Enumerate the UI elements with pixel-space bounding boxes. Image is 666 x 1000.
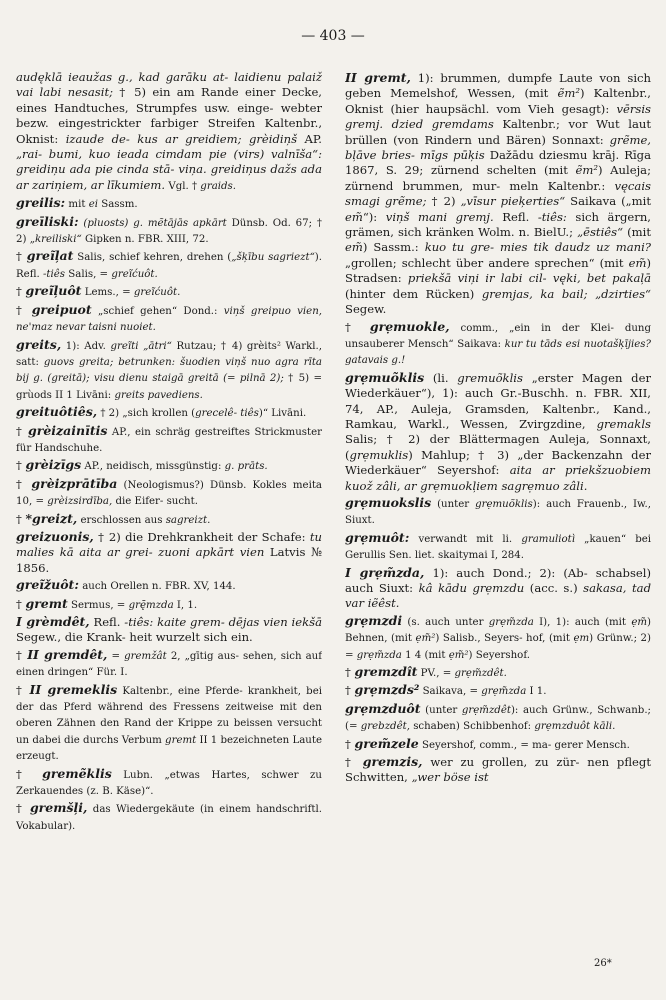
entry-text: Salis, = bbox=[65, 268, 112, 280]
entry-text: tu malies kā aita ar grei- zuoni apkārt vien bbox=[16, 529, 322, 560]
entry-headword: grẹmuôt: bbox=[345, 529, 410, 545]
entry-headword: grem̃zele bbox=[354, 735, 419, 751]
entry-text: † 5) ein am Rande einer Decke, eines Handtuches, Strumpfes usw. einge- webter bezw. eingestrickter farbiger Streifen Kaltenbr., Oknist: bbox=[16, 85, 322, 146]
entry-text: † bbox=[16, 682, 30, 697]
dictionary-entry bbox=[16, 800, 322, 834]
entry-text: ): auch Grünw., Schwanb.; (= bbox=[345, 704, 651, 733]
entry-text: (s. auch unter bbox=[402, 616, 489, 628]
entry-headword: gremt bbox=[25, 595, 68, 611]
entry-text: „wer böse ist bbox=[411, 770, 489, 785]
entry-text: (mit bbox=[623, 225, 651, 240]
dictionary-entry bbox=[345, 530, 651, 564]
entry-text: Seyershof, comm., = ma- gerer Mensch. bbox=[418, 739, 630, 751]
entry-headword: grẹmzduôt bbox=[345, 700, 421, 716]
entry-text: gramuliotì bbox=[521, 533, 576, 545]
entry-headword: grèizīgs bbox=[25, 457, 82, 473]
entry-text: verwandt mit li. bbox=[409, 533, 522, 545]
entry-text: „schief gehen“ Dond.: bbox=[91, 305, 224, 317]
dictionary-entry bbox=[16, 614, 322, 646]
entry-text: (unter bbox=[420, 704, 462, 716]
entry-text: g. prāts. bbox=[224, 461, 268, 473]
entry-headword: greipuot bbox=[31, 301, 92, 317]
entry-text: izaude de- kus ar greidiem; grèidiņš bbox=[65, 131, 298, 146]
entry-text: ẹm bbox=[573, 633, 590, 645]
entry-text: Rutzau; † 4) grèits² Warkl., satt: bbox=[16, 340, 322, 368]
entry-text: 1 4 (mit bbox=[401, 649, 449, 661]
entry-headword: grẹmuokslis bbox=[345, 494, 432, 510]
dictionary-entry bbox=[345, 495, 651, 529]
entry-text: comm., „ein in der Klei- dung unsauberer Mensch“ Saikava: bbox=[345, 322, 651, 350]
entry-text: „vīsur pieķerties“ bbox=[460, 194, 566, 209]
entry-text: vērsis gremj. dzied gremdams bbox=[345, 101, 651, 132]
entry-text: † bbox=[16, 458, 26, 473]
dictionary-entry bbox=[16, 476, 322, 510]
entry-text: das Wiedergekäute (in einem handschriftl. Vokabular). bbox=[16, 804, 322, 832]
entry-text: Salis; † 2) der Blättermagen Auleja, Sonnaxt, ( bbox=[345, 432, 651, 462]
entry-text: ẽm² bbox=[557, 86, 580, 101]
entry-text: † bbox=[16, 647, 28, 662]
entry-text: AP. bbox=[297, 131, 322, 146]
entry-headword: *greizt, bbox=[25, 510, 78, 526]
entry-text: sagreizt. bbox=[165, 514, 211, 526]
entry-headword: greĩļuôt bbox=[25, 283, 82, 299]
entry-headword: gremzis, bbox=[362, 754, 423, 770]
dictionary-entry bbox=[16, 511, 322, 528]
entry-text: Gipken n. FBR. XIII, 72. bbox=[81, 234, 209, 246]
dictionary-entry bbox=[345, 701, 651, 735]
entry-text: Refl. bbox=[493, 209, 538, 224]
entry-text: † bbox=[345, 736, 355, 751]
entry-text: ) Stradsen: bbox=[345, 255, 651, 286]
entry-text: „šķību sagriezt“ bbox=[231, 252, 315, 264]
entry-text: ) Behnen, (mit bbox=[345, 616, 651, 645]
entry-text: erschlossen aus bbox=[77, 514, 166, 526]
dictionary-entry bbox=[345, 736, 651, 753]
entry-text: † bbox=[16, 476, 32, 491]
dictionary-entry bbox=[16, 577, 322, 594]
entry-text: (pluosts) g. mẽtājās apkārt bbox=[78, 217, 227, 229]
entry-text: (acc. s.) bbox=[524, 581, 584, 595]
entry-text: † bbox=[16, 302, 32, 317]
entry-headword: II gremt, bbox=[345, 70, 411, 85]
entry-text: audęklā ieaužas g., kad garāku at- laidienu palaiž vai labi nesasit; bbox=[16, 70, 322, 100]
dictionary-entry bbox=[16, 682, 322, 765]
entry-headword: gremzdît bbox=[354, 664, 418, 680]
entry-text: em̃ bbox=[345, 240, 363, 255]
dictionary-entry bbox=[16, 766, 322, 800]
entry-text: = bbox=[107, 650, 125, 662]
dictionary-entry bbox=[16, 457, 322, 474]
entry-text: ) Grünw.; 2) = bbox=[345, 633, 651, 661]
entry-text: greĩćuôt. bbox=[111, 268, 158, 280]
entry-text: ) Salisb., Seyers- hof, (mit bbox=[435, 633, 574, 645]
entry-text: ) Auleja; zürnend brummen, mur- meln Kaltenbr.: bbox=[345, 163, 651, 193]
dictionary-entry bbox=[345, 613, 651, 663]
dictionary-entry bbox=[16, 404, 322, 421]
entry-text: grẹm̃zda bbox=[356, 649, 402, 661]
page-number: — 403 — bbox=[301, 28, 365, 44]
entry-text: priekšā viņi ir labi cil- vęki, bet pakaļā bbox=[407, 271, 651, 286]
entry-headword: greilis: bbox=[16, 195, 66, 211]
entry-text: AP., ein schräg gestreiftes Strickmuster für Handschuhe. bbox=[16, 426, 322, 454]
entry-text: 1): auch Dond.; 2): (Ab- schabsel) auch Siuxt: bbox=[345, 565, 651, 595]
entry-text: Sermus, = bbox=[67, 599, 129, 611]
entry-text: „grollen; schlecht über andere sprechen“ (mit bbox=[345, 255, 629, 270]
entry-text: sakasa, tad var iẽêst. bbox=[345, 581, 651, 611]
entry-text: kâ kādu grẹmzdu bbox=[418, 581, 525, 595]
dictionary-entry bbox=[345, 754, 651, 786]
entry-text: viņš greipuo vien, ne'maz nevar taisni nuoiet. bbox=[16, 305, 322, 334]
entry-text: † bbox=[16, 249, 27, 264]
entry-text: -tiês: kaite grem- dējas vien iekšā bbox=[124, 615, 322, 629]
entry-text: ẹm̃² bbox=[448, 649, 469, 661]
entry-text: -tiês: bbox=[537, 209, 567, 224]
entry-text: II 1 bezeichneten Laute erzeugt. bbox=[16, 734, 322, 763]
entry-text: (unter bbox=[431, 498, 476, 510]
entry-text: grẹm̃zda bbox=[488, 616, 534, 628]
entry-text: greĩćuôt. bbox=[133, 287, 181, 299]
entry-text: ) Seyershof. bbox=[468, 649, 530, 661]
entry-text: grẹmuklis bbox=[349, 447, 409, 462]
entry-text: vęcais smagi grẽme; bbox=[345, 178, 651, 209]
dictionary-entry bbox=[16, 529, 322, 576]
entry-text: † 2) „sich krollen ( bbox=[97, 408, 196, 420]
entry-text: greĩti „ātri“ bbox=[110, 340, 172, 352]
entry-text: † bbox=[16, 423, 29, 438]
entry-text: 2, „gītig aus- sehen, sich auf einen dringen“ Für. I. bbox=[16, 650, 322, 679]
entry-text: „kauen“ bei Gerullis Sen. liet. skaitymai I, 284. bbox=[345, 533, 651, 562]
entry-text: I 1. bbox=[526, 686, 547, 698]
entry-text: † bbox=[345, 755, 363, 770]
entry-text: † bbox=[345, 665, 355, 680]
entry-headword: greĩļat bbox=[26, 248, 74, 264]
entry-text: Dažādu dziesmu krāj. Rīga 1867, S. 29; zürnend schelten (mit bbox=[345, 148, 651, 178]
dictionary-entry bbox=[16, 302, 322, 336]
entry-headword: grẹmzdi bbox=[345, 612, 403, 628]
entry-text: grẹmuõklis bbox=[475, 498, 533, 510]
entry-text: em̃ bbox=[345, 209, 363, 224]
entry-headword: grèizainītis bbox=[28, 422, 108, 438]
entry-headword: greituôtiês, bbox=[16, 404, 98, 420]
entry-text: „rai- bumi, kuo ieada cimdam pie (virs) valnīša“: greidiņu ada pie cinda stā- viņa. greidiņus dažs ada ar zariņiem, ar līkumiem. bbox=[16, 147, 322, 192]
entry-text: grèizsirdība, bbox=[47, 496, 113, 508]
entry-text: Refl. bbox=[89, 615, 125, 629]
entry-text: gremžât bbox=[124, 650, 167, 662]
entry-text: 1): brummen, dumpfe Laute von sich geben Memelshof, Wessen, (mit bbox=[345, 71, 651, 101]
entry-headword: greīliski: bbox=[16, 213, 79, 229]
entry-headword: grẹmzds² bbox=[354, 682, 420, 698]
entry-text: die Eifer- sucht. bbox=[112, 496, 198, 508]
entry-text: gremuõklis bbox=[457, 370, 523, 385]
entry-text: Latvis № 1856. bbox=[16, 545, 322, 575]
entry-text: grę̄mzda bbox=[128, 599, 174, 611]
entry-text: † bbox=[16, 284, 26, 299]
entry-text: gremjas, ka bail; „dzirties“ bbox=[481, 286, 651, 301]
right-column bbox=[345, 70, 651, 975]
dictionary-entry bbox=[16, 423, 322, 457]
entry-text: 1): Adv. bbox=[61, 340, 111, 352]
entry-text: ei bbox=[88, 199, 98, 211]
entry-text: ẹm̃² bbox=[415, 633, 436, 645]
entry-text: graids. bbox=[200, 180, 237, 192]
entry-headword: grẹmuõklis bbox=[345, 369, 425, 385]
entry-text: † 5) = grùods II 1 Livāni: bbox=[16, 373, 322, 401]
entry-text: )“ Livāni. bbox=[258, 408, 307, 420]
entry-text: aita ar priekšzuobiem kuož zâli, ar grẹmuokļiem sagrẹmuo zâli. bbox=[345, 463, 651, 493]
dictionary-entry bbox=[345, 370, 651, 494]
entry-headword: II gremeklis bbox=[29, 681, 118, 697]
entry-text: ). Refl. bbox=[16, 252, 322, 280]
dictionary-entry bbox=[345, 319, 651, 369]
entry-text: grẹm̃zdêt. bbox=[454, 668, 507, 680]
entry-text: greits pavediens. bbox=[114, 389, 203, 401]
entry-text: grẹm̃zda bbox=[481, 686, 527, 698]
entry-text: PV., = bbox=[417, 668, 455, 680]
entry-text: Saikava („mit bbox=[565, 194, 651, 209]
entry-text: „ēstiês“ bbox=[577, 225, 624, 240]
entry-text: “): bbox=[362, 209, 386, 224]
dictionary-entry bbox=[16, 248, 322, 282]
entry-text: -tiês bbox=[42, 268, 66, 280]
entry-headword: grèizprātība bbox=[31, 475, 118, 491]
entry-text: Salis, schief kehren, drehen ( bbox=[73, 252, 232, 264]
entry-text: ) Kaltenbr., Oknist (hier haupsächl. vom Vieh gesagt): bbox=[345, 86, 651, 116]
entry-text: Lems., = bbox=[81, 287, 134, 299]
entry-text: ẹm̃ bbox=[631, 616, 648, 628]
entry-text: wer zu grollen, zu zür- nen pflegt Schwitten, bbox=[345, 755, 651, 785]
entry-text: em̃ bbox=[628, 255, 647, 270]
entry-text: † bbox=[16, 596, 26, 611]
entry-text: † bbox=[16, 511, 26, 526]
dictionary-entry bbox=[16, 596, 322, 613]
entry-text: gremt bbox=[165, 734, 197, 746]
entry-text: Segew., die Krank- heit wurzelt sich ein. bbox=[16, 630, 253, 645]
left-column bbox=[16, 70, 322, 975]
entry-text: grecelê- tiês bbox=[195, 408, 259, 420]
entry-text: I), 1): auch (mit bbox=[533, 616, 632, 628]
entry-text: ẽm² bbox=[575, 163, 599, 178]
entry-headword: greĩžuôt: bbox=[16, 577, 79, 593]
dictionary-entry bbox=[16, 195, 322, 212]
entry-text: † bbox=[345, 683, 355, 698]
entry-headword: greits, bbox=[16, 336, 62, 352]
entry-text: schaben) Schibbenhof: bbox=[409, 721, 535, 733]
dictionary-entry bbox=[345, 664, 651, 681]
entry-text: sich ärgern, grämen, sich kränken Wolm. n. BielU.; bbox=[345, 209, 651, 240]
entry-text: Kaltenbr.; vor Wut laut brüllen (von Rindern und Bären) Sonnaxt: bbox=[345, 117, 651, 147]
entry-headword: gremšļi, bbox=[29, 800, 88, 816]
entry-headword: I grèmdêt, bbox=[16, 614, 90, 629]
entry-text: † bbox=[16, 801, 30, 816]
entry-headword: grẹmuokle, bbox=[369, 318, 450, 334]
signature-mark: 26* bbox=[594, 958, 612, 969]
entry-headword: II gremdêt, bbox=[27, 646, 108, 662]
entry-text: ) Sassm.: bbox=[362, 240, 425, 255]
entry-text: Segew. bbox=[345, 302, 387, 317]
entry-text: (Neologismus?) Dünsb. Kokles meita 10, = bbox=[16, 479, 322, 508]
entry-text: grẹmzduôt kāli. bbox=[534, 721, 616, 733]
entry-text: viņš mani gremj. bbox=[385, 209, 494, 224]
entry-text: mit bbox=[65, 199, 89, 211]
entry-text: grẽme, bļāve bries- mīgs pūķis bbox=[345, 132, 651, 163]
entry-text: † bbox=[16, 766, 43, 781]
entry-headword: greizuonis, bbox=[16, 528, 94, 544]
entry-text: kuo tu gre- mies tik daudz uz mani? bbox=[424, 240, 651, 255]
entry-text: AP., neidisch, missgünstig: bbox=[81, 461, 225, 473]
entry-text: Lubn. „etwas Hartes, schwer zu Zerkauendes (z. B. Käse)“. bbox=[16, 769, 322, 798]
dictionary-entry bbox=[345, 70, 651, 318]
dictionary-entry bbox=[16, 337, 322, 404]
entry-text: gremakls bbox=[596, 416, 651, 431]
dictionary-entry bbox=[16, 647, 322, 681]
dictionary-entry bbox=[16, 70, 322, 194]
entry-headword: I grẹm̃zda, bbox=[345, 564, 425, 580]
entry-text: Saikava, = bbox=[419, 686, 482, 698]
entry-text: ) Mahlup; † 3) „der Backenzahn der Wiederkäuer“ Seyershof: bbox=[345, 447, 651, 478]
dictionary-entry bbox=[345, 682, 651, 699]
entry-text: † 2) bbox=[426, 194, 461, 209]
entry-text: Vgl. † bbox=[165, 180, 201, 192]
entry-text: kur tu tāds esi nuotašķījies? gatavais g.! bbox=[345, 338, 651, 367]
entry-text: (hinter dem Rücken) bbox=[345, 286, 482, 301]
entry-text: grebzdêt, bbox=[360, 721, 410, 733]
entry-text: † 2) die Drehkrankheit der Schafe: bbox=[93, 529, 310, 544]
entry-text: Sassm. bbox=[97, 199, 138, 211]
entry-text: ): auch Frauenb., Iw., Siuxt. bbox=[345, 498, 651, 527]
dictionary-entry bbox=[16, 214, 322, 248]
entry-text: (li. bbox=[424, 370, 458, 385]
entry-text: Dünsb. Od. 67; † 2) bbox=[16, 217, 322, 246]
entry-text: „erster Magen der Wiederkäuer“), 1): auch Gr.-Buschh. n. FBR. XII, 74, AP., Auleja, Gramsden, Kaltenbr., Kand., Ramkau, Warkl., Wessen, Zvirgzdine, bbox=[345, 370, 651, 431]
entry-text: „kreiliski“ bbox=[29, 234, 82, 246]
entry-text: Kaltenbr., eine Pferde- krankheit, bei der das Pferd während des Fressens zeitweise mit den oberen Zähnen den Rand der Krippe zu beissen versucht un dabei die durchs Verbum bbox=[16, 685, 322, 746]
entry-text: I, 1. bbox=[173, 599, 198, 611]
entry-text: † bbox=[345, 319, 370, 334]
dictionary-entry bbox=[16, 283, 322, 300]
entry-text: guovs greita; betrunken: šuodien viņš nuo agra rīta bij g. (greitā); visu dienu staigā greitā (= pilnā 2); bbox=[16, 356, 322, 385]
dictionary-entry bbox=[345, 565, 651, 612]
entry-headword: gremẽklis bbox=[42, 765, 112, 781]
entry-text: auch Orellen n. FBR. XV, 144. bbox=[78, 581, 236, 593]
entry-text: grẹm̃zdêt bbox=[461, 704, 511, 716]
